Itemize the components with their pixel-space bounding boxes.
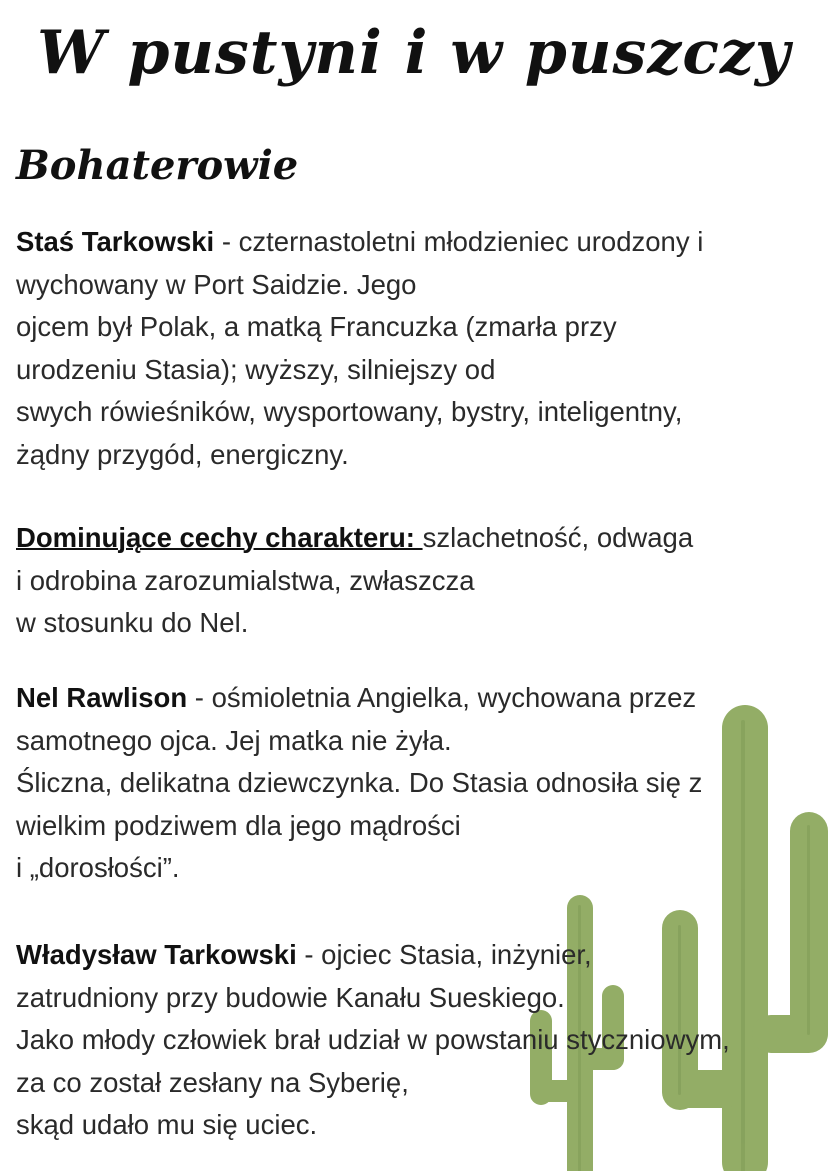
text-line: wychowany w Port Saidzie. Jego <box>16 268 417 300</box>
text-line: Śliczna, delikatna dziewczynka. Do Stasia odnosiła się z <box>16 767 703 798</box>
text-line: za co został zesłany na Syberię, <box>16 1066 409 1098</box>
character-nel <box>16 677 816 890</box>
section-heading: Bohaterowie <box>16 142 299 189</box>
character-stas <box>16 221 816 476</box>
character-name: Staś Tarkowski <box>16 226 215 257</box>
text-line <box>16 934 816 977</box>
text-line: wielkim podziwem dla jego mądrości <box>16 809 461 841</box>
character-wladyslaw <box>16 934 816 1147</box>
text-line: i odrobina zarozumialstwa, zwłaszcza <box>16 564 475 596</box>
description-text: - ojciec Stasia, inżynier, <box>296 939 592 970</box>
text-line: żądny przygód, energiczny. <box>16 438 349 470</box>
traits-label: Dominujące cechy charakteru: <box>16 522 423 553</box>
character-traits <box>16 517 816 645</box>
text-line: swych rówieśników, wysportowany, bystry, inteligentny, <box>16 396 683 427</box>
character-name: Nel Rawlison <box>16 682 188 713</box>
text-line: skąd udało mu się uciec. <box>16 1109 318 1140</box>
text-line: ojcem był Polak, a matką Francuzka (zmarła przy <box>16 311 617 342</box>
text-line: Jako młody człowiek brał udział w powstaniu styczniowym, <box>16 1024 730 1055</box>
text-line <box>16 221 816 264</box>
description-text: - czternastoletni młodzieniec urodzony i <box>214 226 704 257</box>
text-line: zatrudniony przy budowie Kanału Sueskiego. <box>16 981 565 1013</box>
traits-text: szlachetność, odwaga <box>422 522 694 553</box>
text-line: samotnego ojca. Jej matka nie żyła. <box>16 724 452 756</box>
text-line <box>16 677 816 720</box>
character-name: Władysław Tarkowski <box>16 939 297 970</box>
text-line: urodzeniu Stasia); wyższy, silniejszy od <box>16 353 496 385</box>
text-line <box>16 517 816 560</box>
description-text: - ośmioletnia Angielka, wychowana przez <box>187 682 697 713</box>
text-line: w stosunku do Nel. <box>16 607 249 638</box>
text-line: i „dorosłości”. <box>16 852 180 883</box>
page-title: W pustyni i w puszczy <box>37 18 791 88</box>
